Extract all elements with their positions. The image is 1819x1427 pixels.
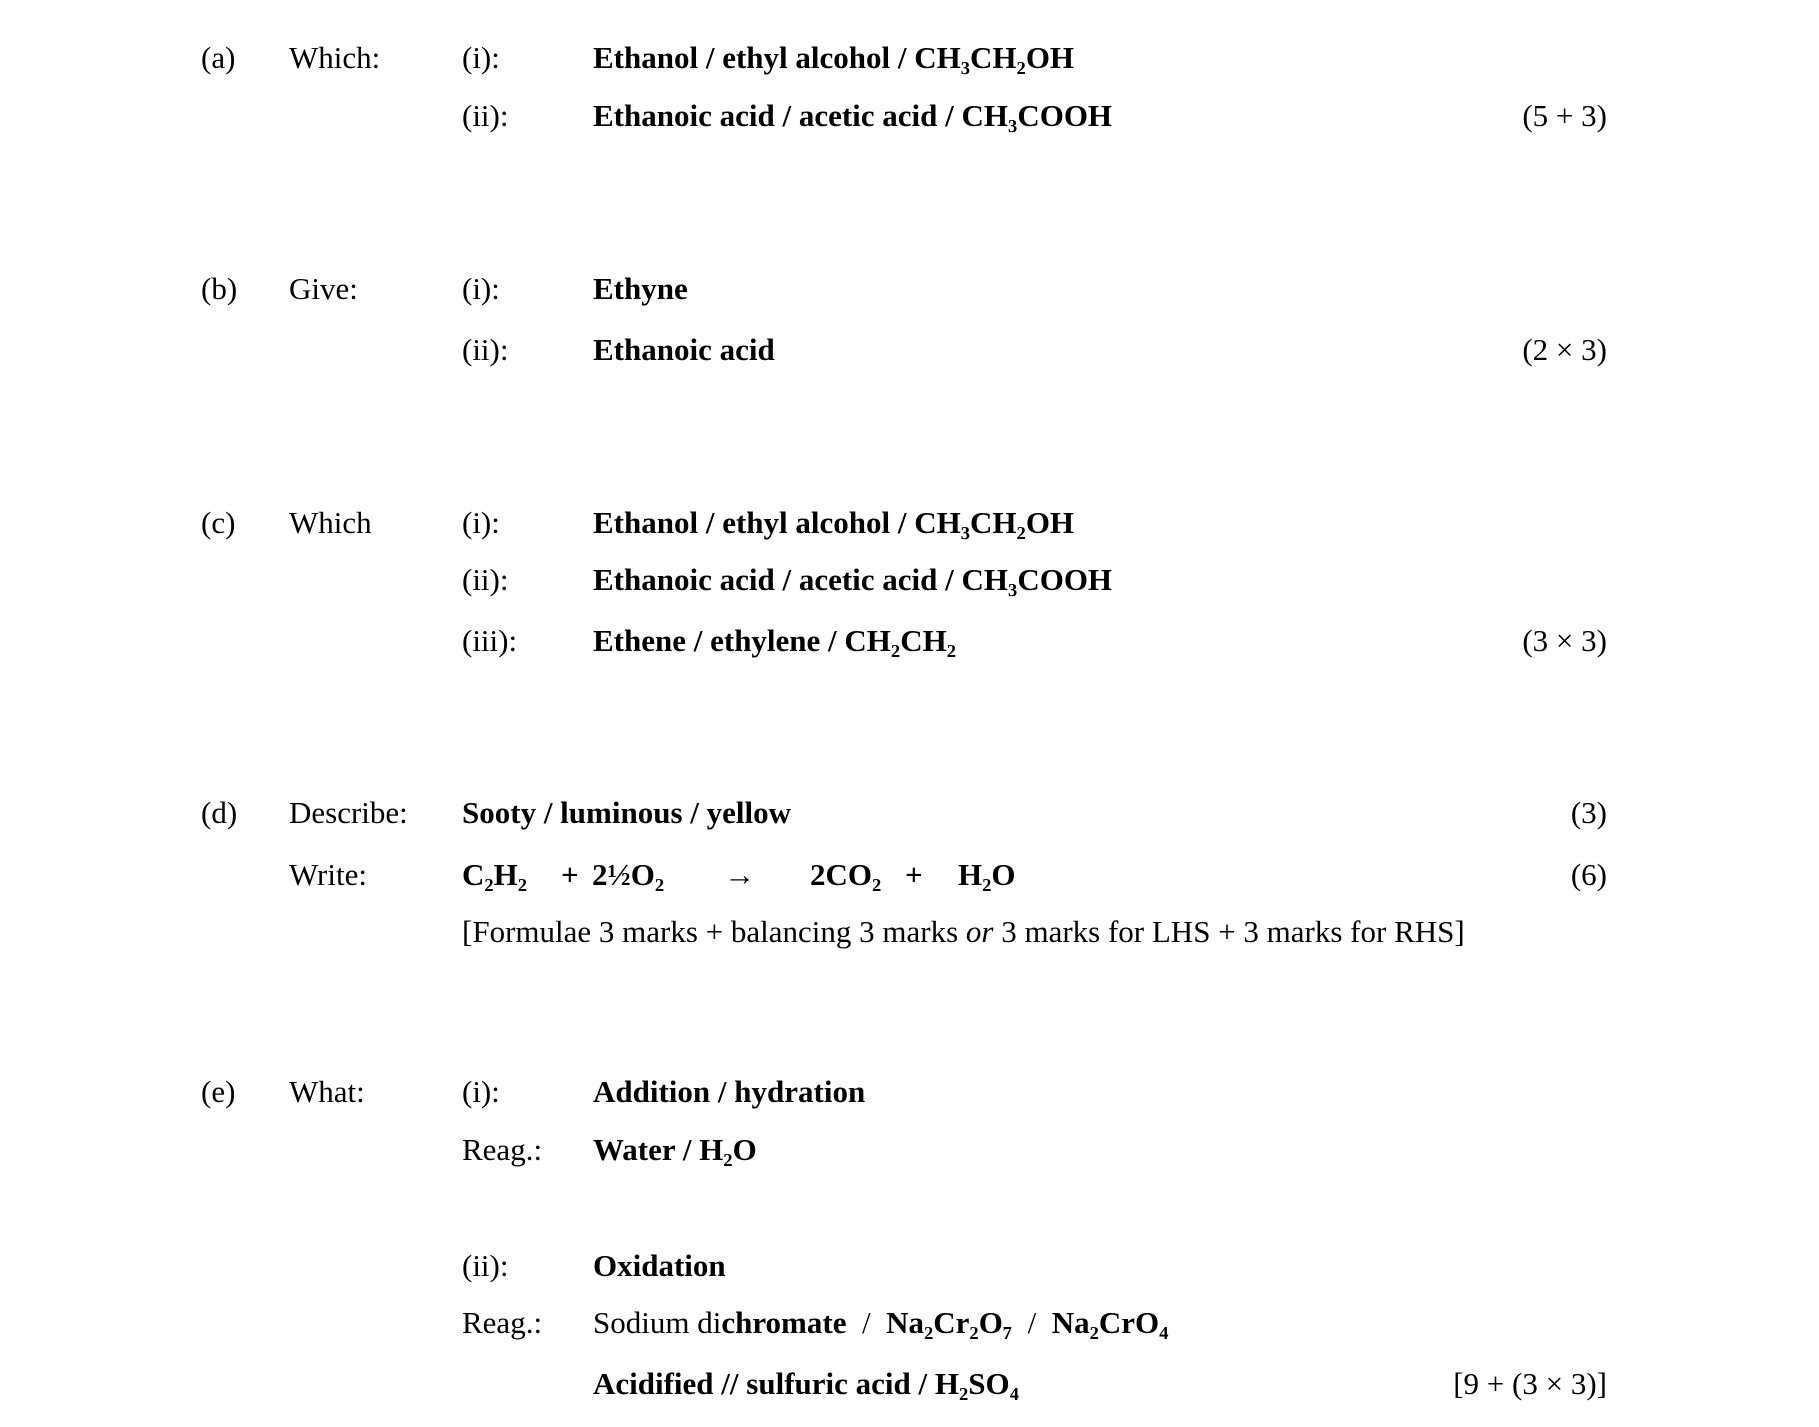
question-c-row-iii — [0, 621, 1819, 661]
equation-product-1: 2CO₂ — [810, 857, 882, 892]
part-label-b: (b) — [201, 271, 238, 306]
marks-a: (5 + 3) — [1522, 98, 1607, 133]
reagent-label-e-i: Reag.: — [462, 1132, 543, 1167]
sub-label-e-ii: (ii): — [462, 1248, 509, 1283]
question-c-row-i — [0, 503, 1819, 543]
command-verb-c: Which — [289, 505, 372, 540]
marks-c: (3 × 3) — [1522, 623, 1607, 658]
marks-d-describe: (3) — [1570, 795, 1607, 830]
command-verb-b: Give: — [289, 271, 358, 306]
equation-arrow: → — [724, 857, 755, 892]
answer-e-i: Addition / hydration — [593, 1074, 866, 1109]
equation-reactant-1: C₂H₂ — [462, 857, 528, 892]
command-verb-d-describe: Describe: — [289, 795, 408, 830]
question-d-describe-row — [0, 793, 1819, 833]
command-verb-e: What: — [289, 1074, 365, 1109]
equation-plus-2: + — [905, 857, 923, 892]
marks-e: [9 + (3 × 3)] — [1453, 1366, 1607, 1401]
sub-label-c-iii: (iii): — [462, 623, 518, 658]
part-label-e: (e) — [201, 1074, 236, 1109]
answer-b-ii: Ethanoic acid — [593, 332, 775, 367]
question-d-write-row — [0, 855, 1819, 895]
question-e-reagent-ii-row — [0, 1303, 1819, 1343]
equation-plus-1: + — [561, 857, 579, 892]
sub-label-a-i: (i): — [462, 40, 500, 75]
sub-label-e-i: (i): — [462, 1074, 500, 1109]
answer-a-i: Ethanol / ethyl alcohol / CH₃CH₂OH — [593, 40, 1075, 75]
marking-note: [Formulae 3 marks + balancing 3 marks or 3 marks for LHS + 3 marks for RHS] — [462, 914, 1465, 949]
command-verb-d-write: Write: — [289, 857, 367, 892]
marks-b: (2 × 3) — [1522, 332, 1607, 367]
answer-b-i: Ethyne — [593, 271, 688, 306]
part-label-c: (c) — [201, 505, 236, 540]
question-e-condition-row — [0, 1364, 1819, 1404]
question-e-row-i — [0, 1072, 1819, 1112]
question-a-row-i — [0, 38, 1819, 78]
question-a-row-ii — [0, 96, 1819, 136]
sub-label-b-i: (i): — [462, 271, 500, 306]
reagent-label-e-ii: Reag.: — [462, 1305, 543, 1340]
question-e-row-ii — [0, 1246, 1819, 1286]
part-label-d: (d) — [201, 795, 238, 830]
question-d-note-row — [0, 912, 1819, 952]
question-b-row-i — [0, 269, 1819, 309]
question-c-row-ii — [0, 560, 1819, 600]
part-label-a: (a) — [201, 40, 236, 75]
question-e-reagent-i-row — [0, 1130, 1819, 1170]
reagent-e-ii: Sodium dichromate / Na₂Cr₂O₇ / Na₂CrO₄ — [593, 1305, 1169, 1340]
marks-d-write: (6) — [1570, 857, 1607, 892]
answer-d-describe: Sooty / luminous / yellow — [462, 795, 791, 830]
answer-c-iii: Ethene / ethylene / CH₂CH₂ — [593, 623, 957, 658]
answer-c-ii: Ethanoic acid / acetic acid / CH₃COOH — [593, 562, 1113, 597]
answer-a-ii: Ethanoic acid / acetic acid / CH₃COOH — [593, 98, 1113, 133]
command-verb-a: Which: — [289, 40, 381, 75]
answer-c-i: Ethanol / ethyl alcohol / CH₃CH₂OH — [593, 505, 1075, 540]
equation-product-2: H₂O — [958, 857, 1016, 892]
question-b-row-ii — [0, 330, 1819, 370]
answer-e-ii: Oxidation — [593, 1248, 726, 1283]
sub-label-c-ii: (ii): — [462, 562, 509, 597]
reagent-e-i: Water / H₂O — [593, 1132, 757, 1167]
sub-label-a-ii: (ii): — [462, 98, 509, 133]
condition-e-ii: Acidified // sulfuric acid / H₂SO₄ — [593, 1366, 1019, 1401]
sub-label-c-i: (i): — [462, 505, 500, 540]
sub-label-b-ii: (ii): — [462, 332, 509, 367]
equation-reactant-2: 2½O₂ — [592, 857, 665, 892]
